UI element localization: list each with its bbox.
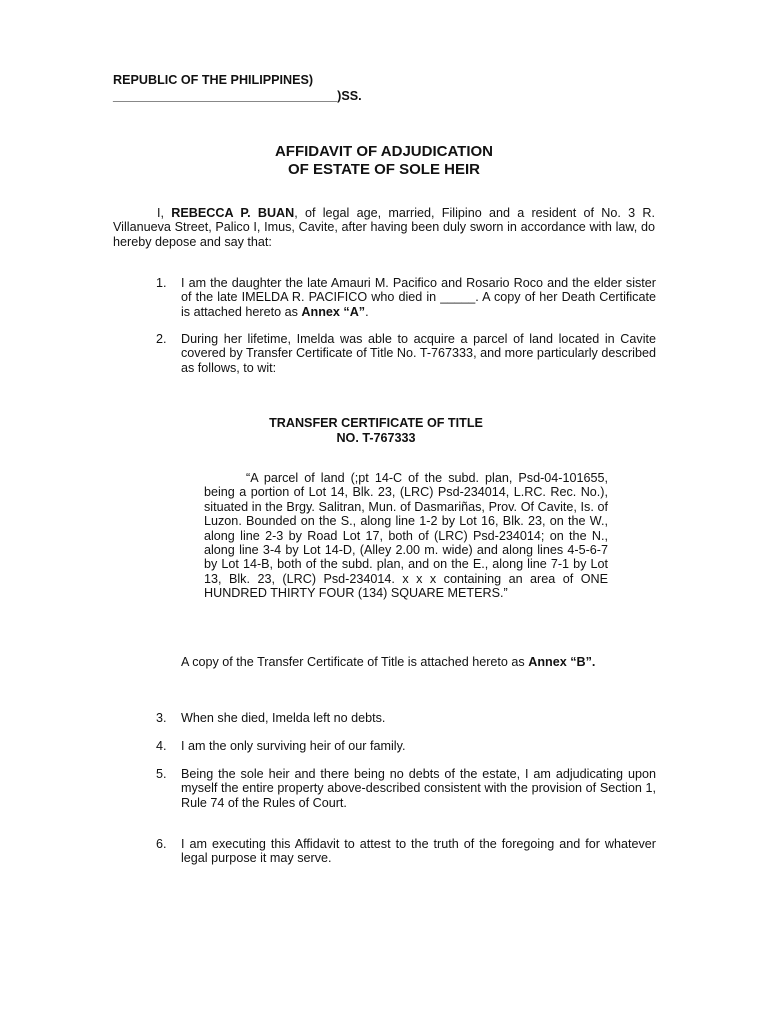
venue-line-2: ________________________________)SS. [113, 89, 362, 103]
tct-heading-line-2: NO. T-767333 [336, 431, 416, 445]
item-text: I am the only surviving heir of our family. [181, 739, 406, 753]
item-text: I am executing this Affidavit to attest to the truth of the foregoing and for whatever legal purpose it may serve. [181, 837, 656, 866]
venue-line-1: REPUBLIC OF THE PHILIPPINES) [113, 73, 314, 87]
document-title-line-2: OF ESTATE OF SOLE HEIR [288, 161, 480, 178]
intro-paragraph [113, 206, 655, 249]
list-item [156, 332, 656, 375]
list-item [156, 276, 656, 319]
annex-b-label-1: Annex [528, 655, 567, 669]
annex-a-label: Annex “A” [301, 304, 366, 319]
item-number: 4. [156, 739, 167, 753]
tct-description: “A parcel of land (;pt 14-C of the subd. plan, Psd-04-101655, being a portion of Lot 14, Blk. 23, (LRC) Psd-234014, L.RC. Rec. No.), situated in the Brgy. Salitran, Mun. of Dasmariñas, Prov. Of Cavite, Is. of Luzon. Bounded on the S., along line 1-2 by Lot 16, Blk. 23, on the W., along line 2-3 by Road Lot 17, both of (LRC) Psd-234014; on the N., along line 3-4 by Lot 14-D, (Alley 2.00 m. wide) and along lines 4-5-6-7 by Lot 14-B, both of the subd. plan, and on the E., along line 7-1 by Lot 13, Blk. 23, (LRC) Psd-234014. x x x containing an area of ONE HUNDRED THIRTY FOUR (134) SQUARE METERS.” [204, 471, 608, 601]
list-item [156, 767, 656, 810]
intro-prefix: I, [157, 206, 172, 220]
item-end: . [365, 304, 369, 319]
item-text: During her lifetime, Imelda was able to acquire a parcel of land located in Cavite covered by Transfer Certificate of Title No. T-767333, and more particularly described as follows, to wit: [181, 332, 656, 375]
item-text [181, 276, 656, 319]
list-item [156, 739, 656, 753]
item-body: I am the daughter the late Amauri M. Pacifico and Rosario Roco and the elder sister of the late IMELDA R. PACIFICO who died in _____. A copy of her Death Certificate is attached hereto as [181, 276, 656, 319]
tct-heading-line-1: TRANSFER CERTIFICATE OF TITLE [269, 416, 483, 430]
list-item [156, 711, 656, 725]
item-text: Being the sole heir and there being no debts of the estate, I am adjudicating upon myself the entire property above-described consistent with the provision of Section 1, Rule 74 of the Rules of Court. [181, 767, 656, 810]
item-text: When she died, Imelda left no debts. [181, 711, 386, 725]
item-number: 5. [156, 767, 167, 781]
item-number: 1. [156, 276, 167, 290]
item-number: 2. [156, 332, 167, 346]
annex-b-label-2: “B”. [570, 655, 596, 669]
tct-copy-text: A copy of the Transfer Certificate of Title is attached hereto as [181, 655, 529, 669]
intro-text: , of legal age, married, Filipino and a resident of No. 3 R. Villanueva Street, Palico I, Imus, Cavite, after having been duly sworn in accordance with law, do hereby depose and say that: [113, 206, 655, 249]
list-item [156, 837, 656, 866]
affiant-name: REBECCA P. BUAN [171, 206, 295, 220]
tct-copy-paragraph [181, 655, 656, 669]
item-number: 3. [156, 711, 167, 725]
document-title-line-1: AFFIDAVIT OF ADJUDICATION [274, 143, 494, 160]
item-number: 6. [156, 837, 167, 851]
